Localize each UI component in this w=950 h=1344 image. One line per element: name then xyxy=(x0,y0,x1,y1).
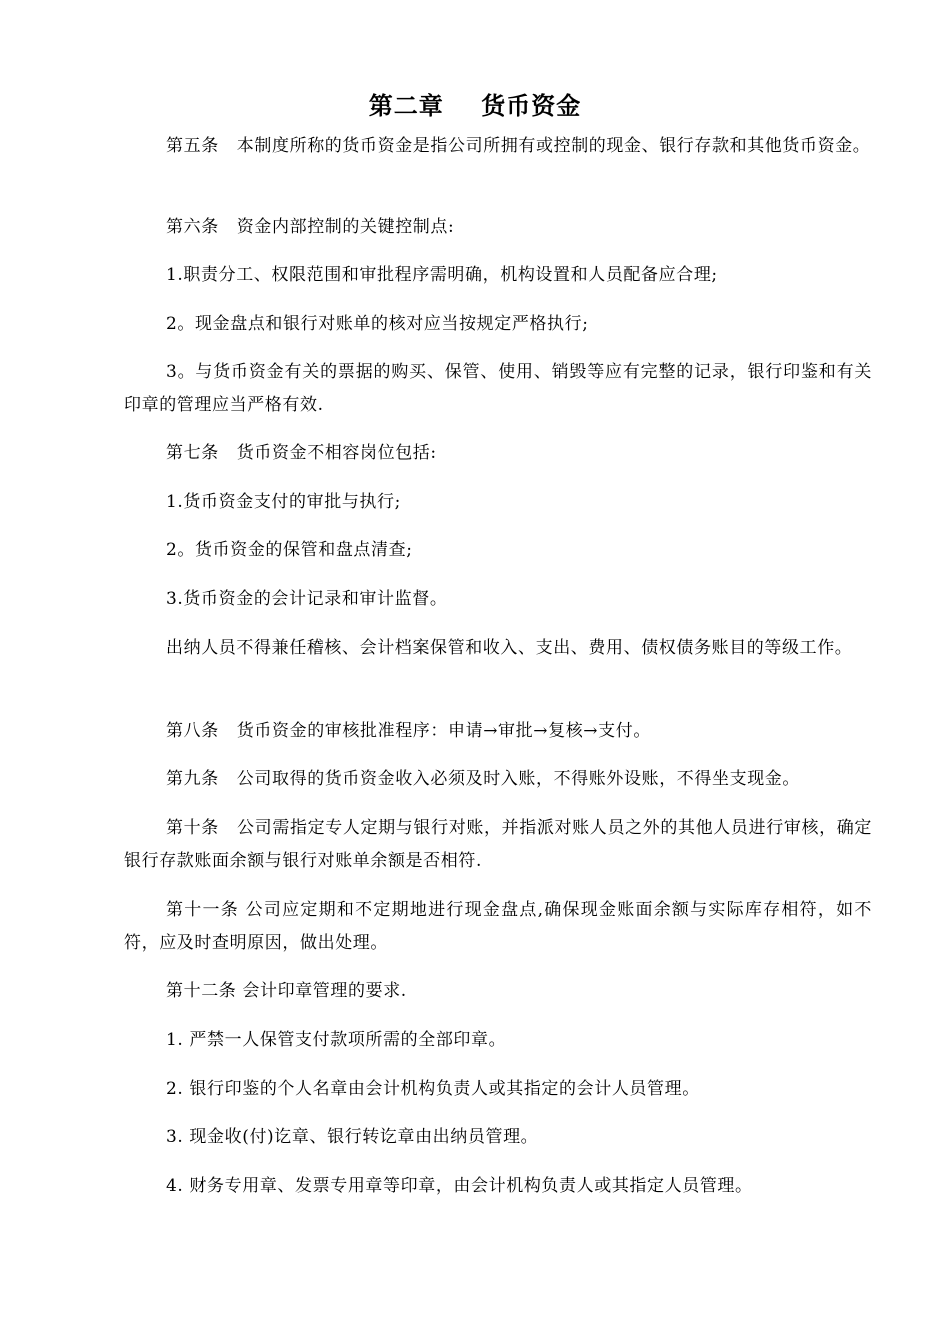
article-7-item-3: 3.货币资金的会计记录和审计监督。 xyxy=(166,589,448,609)
article-8: 第八条 货币资金的审核批准程序：申请→审批→复核→支付。 xyxy=(166,721,651,741)
article-6: 第六条 资金内部控制的关键控制点: xyxy=(166,217,455,237)
article-7-item-1: 1.货币资金支付的审批与执行; xyxy=(166,492,401,512)
article-6-item-3: 3。与货币资金有关的票据的购买、保管、使用、销毁等应有完整的记录，银行印鉴和有关印章的管理应当严格有效. xyxy=(124,362,872,415)
article-12-item-2: 2. 银行印鉴的个人名章由会计机构负责人或其指定的会计人员管理。 xyxy=(166,1079,700,1099)
article-7: 第七条 货币资金不相容岗位包括: xyxy=(166,443,437,463)
article-10: 第十条 公司需指定专人定期与银行对账，并指派对账人员之外的其他人员进行审核，确定银行存款账面余额与银行对账单余额是否相符. xyxy=(124,818,872,871)
cashier-restriction: 出纳人员不得兼任稽核、会计档案保管和收入、支出、费用、债权债务账目的等级工作。 xyxy=(166,638,853,658)
article-12: 第十二条 会计印章管理的要求. xyxy=(166,981,407,1001)
article-6-item-1: 1.职责分工、权限范围和审批程序需明确，机构设置和人员配备应合理; xyxy=(166,265,718,285)
article-9: 第九条 公司取得的货币资金收入必须及时入账，不得账外设账，不得坐支现金。 xyxy=(166,769,801,789)
article-11: 第十一条 公司应定期和不定期地进行现金盘点,确保现金账面余额与实际库存相符，如不符，应及时查明原因，做出处理。 xyxy=(124,900,872,953)
article-7-item-2: 2。货币资金的保管和盘点清查; xyxy=(166,540,413,560)
article-5: 第五条 本制度所称的货币资金是指公司所拥有或控制的现金、银行存款和其他货币资金。 xyxy=(166,136,871,156)
chapter-title: 第二章 货币资金 xyxy=(368,92,582,120)
article-12-item-4: 4. 财务专用章、发票专用章等印章，由会计机构负责人或其指定人员管理。 xyxy=(166,1176,753,1196)
article-12-item-3: 3. 现金收(付)讫章、银行转讫章由出纳员管理。 xyxy=(166,1127,539,1147)
article-12-item-1: 1. 严禁一人保管支付款项所需的全部印章。 xyxy=(166,1030,507,1050)
article-6-item-2: 2。现金盘点和银行对账单的核对应当按规定严格执行; xyxy=(166,314,589,334)
